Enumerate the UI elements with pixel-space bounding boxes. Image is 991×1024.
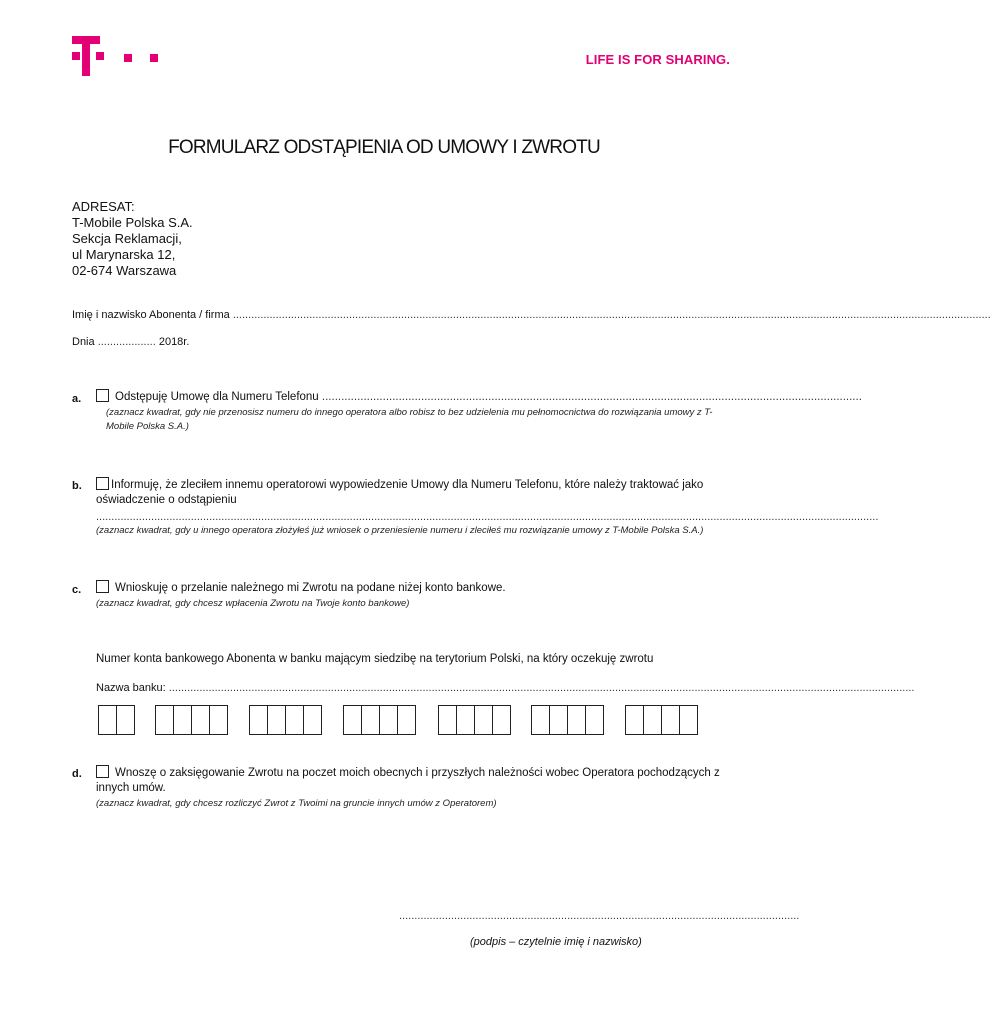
section-b-dots[interactable]: ................................................................................................................................................................................................................................................................ bbox=[96, 511, 879, 523]
addressee-line: 02-674 Warszawa bbox=[72, 263, 177, 278]
account-group bbox=[625, 705, 698, 735]
section-d-text: Wnoszę o zaksięgowanie Zwrotu na poczet moich obecnych i przyszłych należności wobec Operatora pochodzących z innych umów. bbox=[96, 767, 720, 794]
section-c-letter: c. bbox=[72, 584, 82, 596]
account-digit-box[interactable] bbox=[438, 705, 457, 735]
account-digit-box[interactable] bbox=[361, 705, 380, 735]
name-field[interactable] bbox=[72, 309, 991, 321]
account-digit-box[interactable] bbox=[474, 705, 493, 735]
account-digit-box[interactable] bbox=[173, 705, 192, 735]
account-digit-box[interactable] bbox=[531, 705, 550, 735]
section-d-letter: d. bbox=[72, 768, 82, 780]
bank-label: Nazwa banku: bbox=[96, 682, 166, 694]
form-title: FORMULARZ ODSTĄPIENIA OD UMOWY I ZWROTU bbox=[168, 137, 600, 158]
signature-caption: (podpis – czytelnie imię i nazwisko) bbox=[470, 936, 642, 948]
addressee-label: ADRESAT: bbox=[72, 199, 135, 214]
section-b-note: (zaznacz kwadrat, gdy u innego operatora złożyłeś już wniosek o przeniesienie numeru i zleciłeś mu rozwiązanie umowy z T-Mobile Polska S.A.) bbox=[96, 525, 704, 536]
date-dots: ................... bbox=[97, 336, 156, 348]
section-d-note: (zaznacz kwadrat, gdy chcesz rozliczyć Zwrot z Twoimi na gruncie innych umów z Operatorem) bbox=[96, 798, 497, 809]
account-digit-box[interactable] bbox=[116, 705, 135, 735]
account-label: Numer konta bankowego Abonenta w banku mającym siedzibę na terytorium Polski, na który oczekuję zwrotu bbox=[96, 653, 654, 665]
signature-line[interactable]: ................................................................................................................................... bbox=[399, 910, 800, 922]
account-group bbox=[343, 705, 416, 735]
account-group bbox=[98, 705, 135, 735]
addressee-line: ul Marynarska 12, bbox=[72, 247, 176, 262]
account-digit-box[interactable] bbox=[492, 705, 511, 735]
section-d-row bbox=[96, 765, 726, 796]
section-c-text: Wnioskuję o przelanie należnego mi Zwrotu na podane niżej konto bankowe. bbox=[115, 582, 506, 594]
section-a-letter: a. bbox=[72, 393, 82, 405]
account-digit-box[interactable] bbox=[249, 705, 268, 735]
account-digit-box[interactable] bbox=[661, 705, 680, 735]
section-b-text: Informuję, że zleciłem innemu operatorowi wypowiedzenie Umowy dla Numeru Telefonu, które należy traktować jako oświadczenie o odstąpieniu bbox=[96, 479, 704, 506]
slogan: LIFE IS FOR SHARING. bbox=[585, 52, 730, 67]
section-a-checkbox[interactable] bbox=[96, 389, 109, 402]
account-digit-box[interactable] bbox=[379, 705, 398, 735]
account-digit-box[interactable] bbox=[549, 705, 568, 735]
account-digit-box[interactable] bbox=[155, 705, 174, 735]
name-dots: ........................................................................................................................................................................................................................................................ bbox=[232, 309, 991, 321]
account-digit-box[interactable] bbox=[209, 705, 228, 735]
account-digit-box[interactable] bbox=[567, 705, 586, 735]
account-digit-box[interactable] bbox=[285, 705, 304, 735]
account-digit-box[interactable] bbox=[585, 705, 604, 735]
account-group bbox=[531, 705, 604, 735]
section-a-dots: ......................................................................................................................................................................... bbox=[321, 391, 862, 403]
addressee-line: T-Mobile Polska S.A. bbox=[72, 215, 193, 230]
section-a-note: (zaznacz kwadrat, gdy nie przenosisz numeru do innego operatora albo robisz to bez udzielenia mu pełnomocnictwa do rozwiązania umowy z T-Mobile Polska S.A.) bbox=[106, 407, 713, 432]
date-label: Dnia bbox=[72, 336, 95, 348]
bank-name-field[interactable]: Nazwa banku: .................................................................................................................................................................................................................................................... bbox=[96, 682, 915, 694]
account-digit-box[interactable] bbox=[343, 705, 362, 735]
account-digit-box[interactable] bbox=[625, 705, 644, 735]
account-digit-box[interactable] bbox=[98, 705, 117, 735]
section-b-letter: b. bbox=[72, 480, 82, 492]
account-digit-box[interactable] bbox=[397, 705, 416, 735]
section-a-text: Odstępuję Umowę dla Numeru Telefonu bbox=[115, 391, 319, 403]
account-digit-box[interactable] bbox=[456, 705, 475, 735]
addressee-block bbox=[72, 199, 193, 279]
addressee-line: Sekcja Reklamacji, bbox=[72, 231, 182, 246]
account-group bbox=[438, 705, 511, 735]
date-suffix: 2018r. bbox=[158, 336, 190, 348]
account-group bbox=[155, 705, 228, 735]
account-digit-box[interactable] bbox=[643, 705, 662, 735]
section-c-note: (zaznacz kwadrat, gdy chcesz wpłacenia Zwrotu na Twoje konto bankowe) bbox=[96, 598, 410, 609]
section-b-checkbox[interactable] bbox=[96, 477, 109, 490]
account-digit-box[interactable] bbox=[303, 705, 322, 735]
t-mobile-logo bbox=[72, 36, 162, 76]
name-label: Imię i nazwisko Abonenta / firma bbox=[72, 309, 230, 321]
section-c-checkbox[interactable] bbox=[96, 580, 109, 593]
account-digit-box[interactable] bbox=[191, 705, 210, 735]
section-b-row bbox=[96, 477, 726, 508]
account-group bbox=[249, 705, 322, 735]
account-digit-box[interactable] bbox=[267, 705, 286, 735]
section-c-row bbox=[96, 580, 726, 596]
section-a-row bbox=[96, 389, 862, 405]
date-field[interactable] bbox=[72, 336, 189, 348]
account-digit-box[interactable] bbox=[679, 705, 698, 735]
section-d-checkbox[interactable] bbox=[96, 765, 109, 778]
t-logo-icon bbox=[72, 36, 162, 76]
